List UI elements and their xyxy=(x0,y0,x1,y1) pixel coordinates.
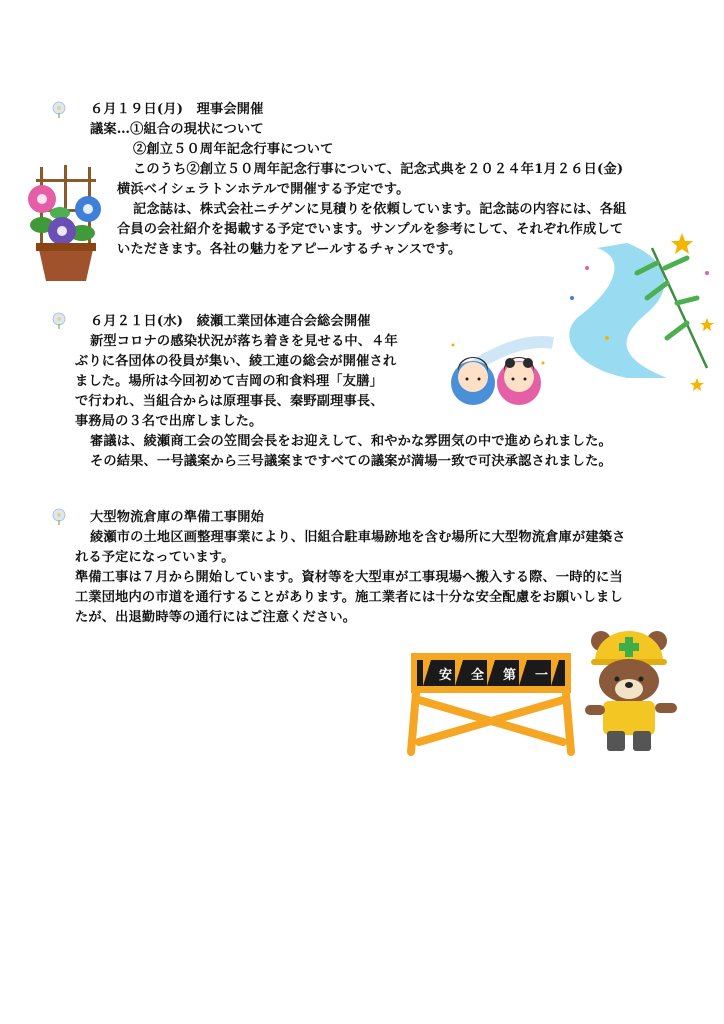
section2-line: ました。場所は今回初めて吉岡の和食料理「友膳」 xyxy=(75,374,383,389)
flower-bullet-icon xyxy=(50,312,68,330)
barrier-sign-char: 安 xyxy=(439,668,453,683)
section1-line: ②創立５０周年記念行事について xyxy=(133,142,334,157)
safety-first-barrier-illustration xyxy=(403,648,578,758)
orihime-hikoboshi-illustration xyxy=(443,333,555,413)
section3-heading: 大型物流倉庫の準備工事開始 xyxy=(90,510,265,525)
section1-line: 記念誌は、株式会社ニチゲンに見積りを依頼しています。記念誌の内容には、各組 xyxy=(133,202,627,217)
barrier-sign-char: 全 xyxy=(471,668,485,683)
section3-line: 綾瀬市の土地区画整理事業により、旧組合駐車場跡地を含む場所に大型物流倉庫が建築さ xyxy=(90,530,626,545)
section2-line: 新型コロナの感染状況が落ち着きを見せる中、４年 xyxy=(90,334,398,349)
morning-glory-pot-illustration xyxy=(22,165,110,285)
barrier-sign-char: 第 xyxy=(503,668,517,683)
section2-line: その結果、一号議案から三号議案まですべての議案が満場一致で可決承認されました。 xyxy=(90,454,612,469)
section1-line: いただきます。各社の魅力をアピールするチャンスです。 xyxy=(117,242,462,257)
flower-bullet-icon xyxy=(50,101,68,119)
flower-bullet-icon xyxy=(50,508,68,526)
section1-heading: ６月１９日(月) 理事会開催 xyxy=(90,102,264,117)
section2-line: で行われ、当組合からは原理事長、秦野副理事長、 xyxy=(75,394,384,409)
section1-line: 議案…①組合の現状について xyxy=(90,122,264,137)
section2-heading: ６月２１日(水) 綾瀬工業団体連合会総会開催 xyxy=(90,314,371,329)
section3-line: 工業団地内の市道を通行することがあります。施工業者には十分な安全配慮をお願いしまし xyxy=(75,590,623,605)
barrier-sign-char: 一 xyxy=(535,668,549,683)
section3-line: 準備工事は７月から開始しています。資材等を大型車が工事現場へ搬入する際、一時的に当 xyxy=(75,570,623,585)
section2-line: 事務局の３名で出席しました。 xyxy=(75,414,263,429)
tanabata-milky-way-illustration xyxy=(557,228,717,393)
section2-line: ぶりに各団体の役員が集い、綾工連の総会が開催され xyxy=(75,354,397,369)
section3-line: たが、出退勤時等の通行にはご注意ください。 xyxy=(75,610,357,625)
section1-line: 横浜ベイシェラトンホテルで開催する予定です。 xyxy=(117,182,410,197)
construction-bear-illustration xyxy=(585,623,685,755)
section1-line: このうち②創立５０周年記念行事について、記念式典を２０２４年1月２６日(金) xyxy=(133,162,624,177)
section1-line: 合員の会社紹介を掲載する予定でいます。サンプルを参考にして、それぞれ作成して xyxy=(117,222,624,237)
section3-line: れる予定になっています。 xyxy=(75,550,235,565)
section2-line: 審議は、綾瀬商工会の笠間会長をお迎えして、和やかな雰囲気の中で進められました。 xyxy=(90,434,612,449)
